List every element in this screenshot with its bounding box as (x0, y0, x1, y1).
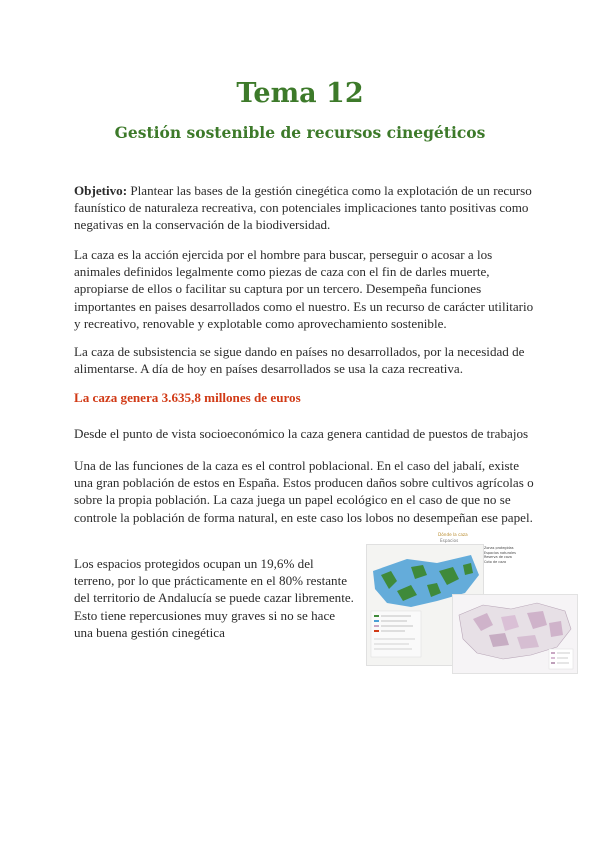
objective-paragraph (74, 182, 534, 234)
legend-item: Reserva de caza (484, 555, 512, 559)
hunting-grounds-map (452, 594, 578, 674)
objective-label: Objetivo: (74, 183, 128, 198)
hunting-grounds-map-graphic (453, 595, 577, 673)
protected-spaces-paragraph: Los espacios protegidos ocupan un 19,6% del terreno, por lo que prácticamente en el 80% restante del territorio de Andalucía se puede cazar libremente. Esto tiene repercusiones muy graves si no se hace una buena gestión cinegética (74, 556, 354, 640)
legend-item: Coto de caza (484, 559, 507, 564)
objective-text: Plantear las bases de la gestión cinegética como la explotación de un recurso faunístico de naturaleza recreativa, con potenciales implicaciones tanto positivas como negativas en la conservación de la biodiversidad. (74, 183, 532, 233)
subsistence-paragraph: La caza de subsistencia se sigue dando en países no desarrollados, por la necesidad de alimentarse. A día de hoy en países desarrollados se usa la caza recreativa. (74, 344, 525, 377)
population-control-paragraph: Una de las funciones de la caza es el control poblacional. En el caso del jabalí, existe una gran población de estos en España. Estos producen daños sobre cultivos agrícolas o sobre la propia población. La caza juega un papel ecológico en el caso de que no se controle la población de forma natural, en este caso los lobos no desempeñan ese papel. (74, 458, 534, 525)
legend-item: Zonas protegidas (484, 546, 514, 550)
revenue-heading: La caza genera 3.635,8 millones de euros (74, 390, 301, 405)
andalusia-maps-figure (360, 532, 576, 672)
page-subtitle: Gestión sostenible de recursos cinegéticos (114, 123, 486, 142)
socioeconomic-paragraph: Desde el punto de vista socioeconómico la caza genera cantidad de puestos de trabajos (74, 426, 529, 441)
map1-subcaption: Espacios (440, 538, 459, 543)
hunting-definition-paragraph: La caza es la acción ejercida por el hombre para buscar, perseguir o acosar a los animales definidos legalmente como piezas de caza con el fin de darles muerte, apropiarse de ellos o facilitar su captura por un tercero. Desempeña funciones importantes en paises desarrollados como el nuestro. Es un recurso de carácter utilitario y recreativo, renovable y explotable como aprovechamiento sostenible. (74, 247, 534, 331)
map1-caption: Dónde la caza (438, 532, 468, 537)
map1-legend (484, 546, 516, 564)
page-title: Tema 12 (236, 78, 364, 109)
legend-item: Espacios naturales (484, 550, 516, 555)
